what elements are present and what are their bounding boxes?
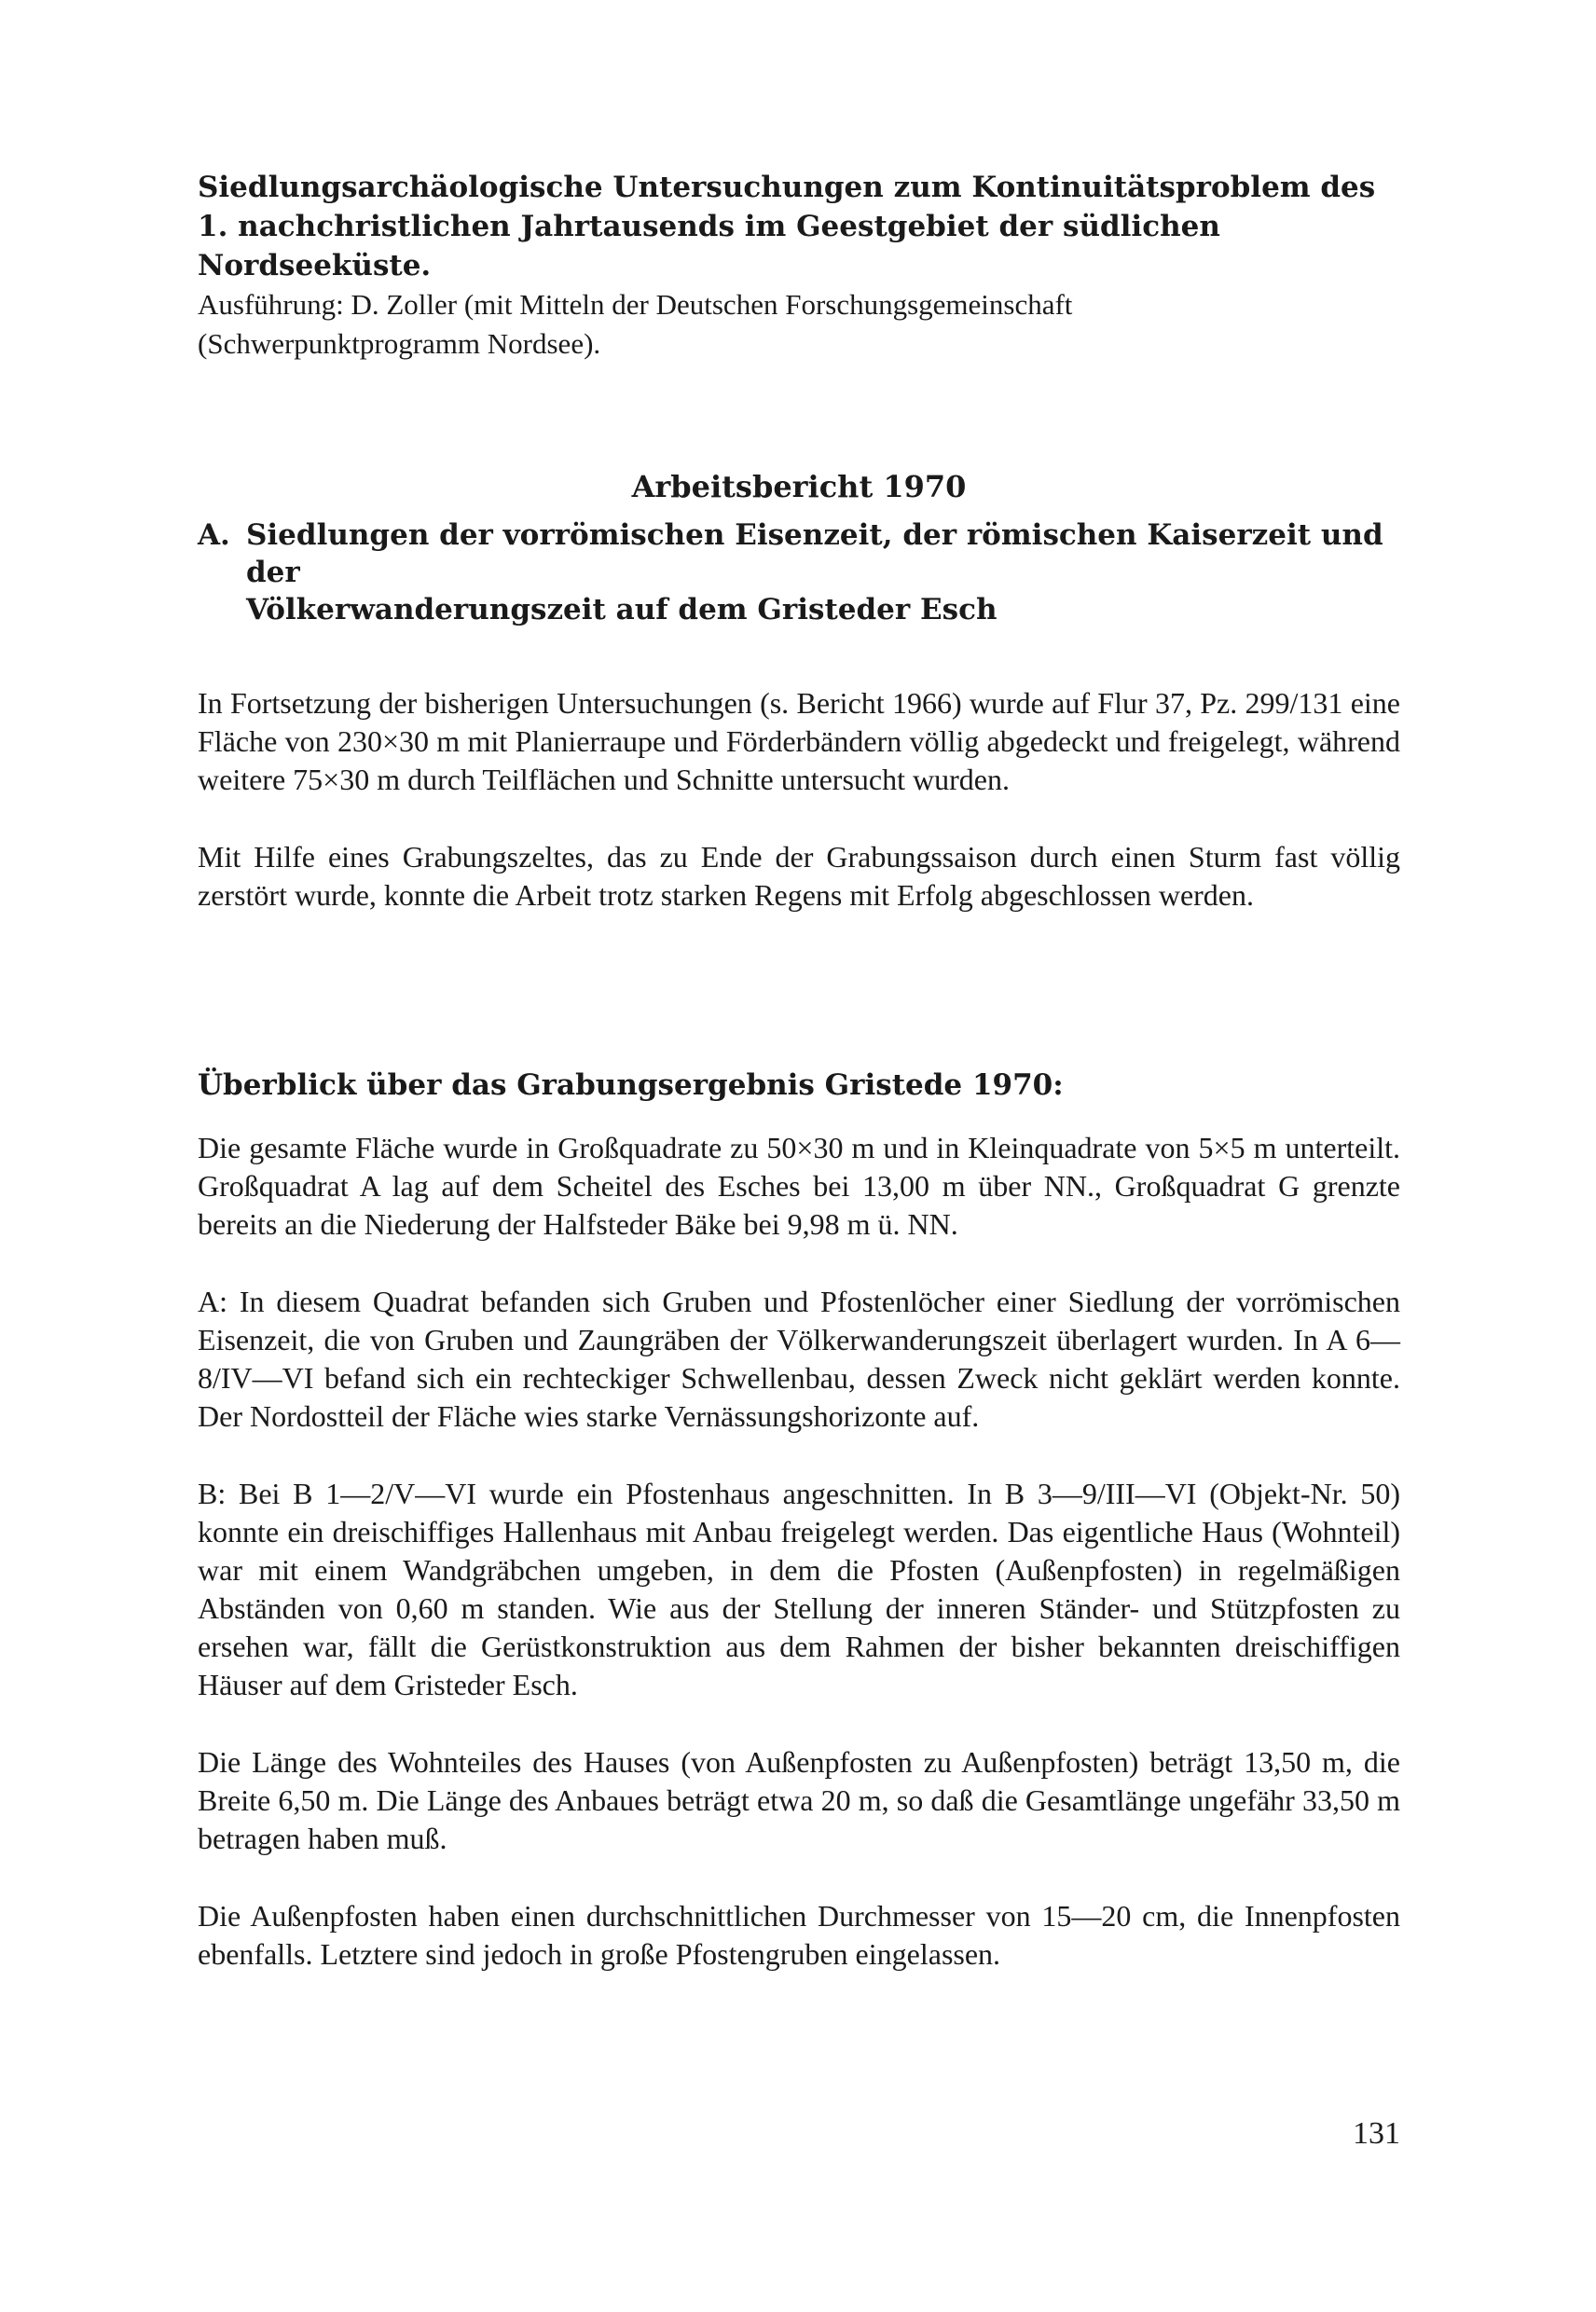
section-a-heading-line-1: Siedlungen der vorrömischen Eisenzeit, der römischen Kaiserzeit und der — [246, 518, 1383, 589]
document-page — [198, 168, 1400, 1974]
execution-line-1: Ausführung: D. Zoller (mit Mitteln der Deutschen Forschungsgemeinschaft — [198, 288, 1073, 321]
report-title: Arbeitsbericht 1970 — [631, 469, 967, 504]
execution-line-2: (Schwerpunktprogramm Nordsee). — [198, 327, 601, 360]
body-paragraph: Mit Hilfe eines Grabungszeltes, das zu Ende der Grabungssaison durch einen Sturm fast völlig zerstört wurde, konnte die Arbeit trotz starken Regens mit Erfolg abgeschlossen werden. — [198, 840, 1400, 912]
body-paragraph: B: Bei B 1—2/V—VI wurde ein Pfostenhaus angeschnitten. In B 3—9/III—VI (Objekt-Nr. 50) konnte ein dreischiffiges Hallenhaus mit Anbau freigelegt werden. Das eigentliche Haus (Wohnteil) war mit einem Wandgräbchen umgeben, in dem die Pfosten (Außenpfosten) in regelmäßigen Abständen von 0,60 m standen. Wie aus der Stellung der inneren Ständer- und Stützpfosten zu ersehen war, fällt die Gerüstkonstruktion aus dem Rahmen der bisher bekannten dreischiffigen Häuser auf dem Gristeder Esch. — [198, 1477, 1400, 1701]
section-a-letter: A. — [198, 518, 230, 552]
body-paragraph: In Fortsetzung der bisherigen Untersuchungen (s. Bericht 1966) wurde auf Flur 37, Pz. 299/131 eine Fläche von 230×30 m mit Planierraupe und Förderbändern völlig abgedeckt und freigelegt, während weitere 75×30 m durch Teilflächen und Schnitte untersucht wurden. — [198, 686, 1400, 796]
body-paragraph: A: In diesem Quadrat befanden sich Gruben und Pfostenlöcher einer Siedlung der vorrömischen Eisenzeit, die von Gruben und Zaungräben der Völkerwanderungszeit überlagert wurden. In A 6—8/IV—VI befand sich ein rechteckiger Schwellenbau, dessen Zweck nicht geklärt werden konnte. Der Nordostteil der Fläche wies starke Vernässungshorizonte auf. — [198, 1285, 1400, 1433]
body-paragraph: Die gesamte Fläche wurde in Großquadrate zu 50×30 m und in Kleinquadrate von 5×5 m unterteilt. Großquadrat A lag auf dem Scheitel des Esches bei 13,00 m über NN., Großquadrat G grenzte bereits an die Niederung der Halfsteder Bäke bei 9,98 m ü. NN. — [198, 1131, 1400, 1241]
document-header — [198, 168, 1400, 364]
page-number: 131 — [1353, 2116, 1400, 2151]
section-a-heading — [198, 516, 1400, 628]
section-a-heading-line-2: Völkerwanderungszeit auf dem Gristeder Esch — [246, 593, 998, 626]
body-paragraph: Die Länge des Wohnteiles des Hauses (von Außenpfosten zu Außenpfosten) beträgt 13,50 m, die Breite 6,50 m. Die Länge des Anbaues beträgt etwa 20 m, so daß die Gesamtlänge ungefähr 33,50 m betragen haben muß. — [198, 1745, 1400, 1855]
project-title-line-2: 1. nachchristlichen Jahrtausends im Geestgebiet der südlichen Nordseeküste. — [198, 210, 1220, 282]
project-title-line-1: Siedlungsarchäologische Untersuchungen zum Kontinuitätsproblem des — [198, 171, 1376, 204]
overview-heading: Überblick über das Grabungsergebnis Gristede 1970: — [198, 1068, 1064, 1102]
body-paragraph: Die Außenpfosten haben einen durchschnittlichen Durchmesser von 15—20 cm, die Innenpfosten ebenfalls. Letztere sind jedoch in große Pfostengruben eingelassen. — [198, 1899, 1400, 1971]
